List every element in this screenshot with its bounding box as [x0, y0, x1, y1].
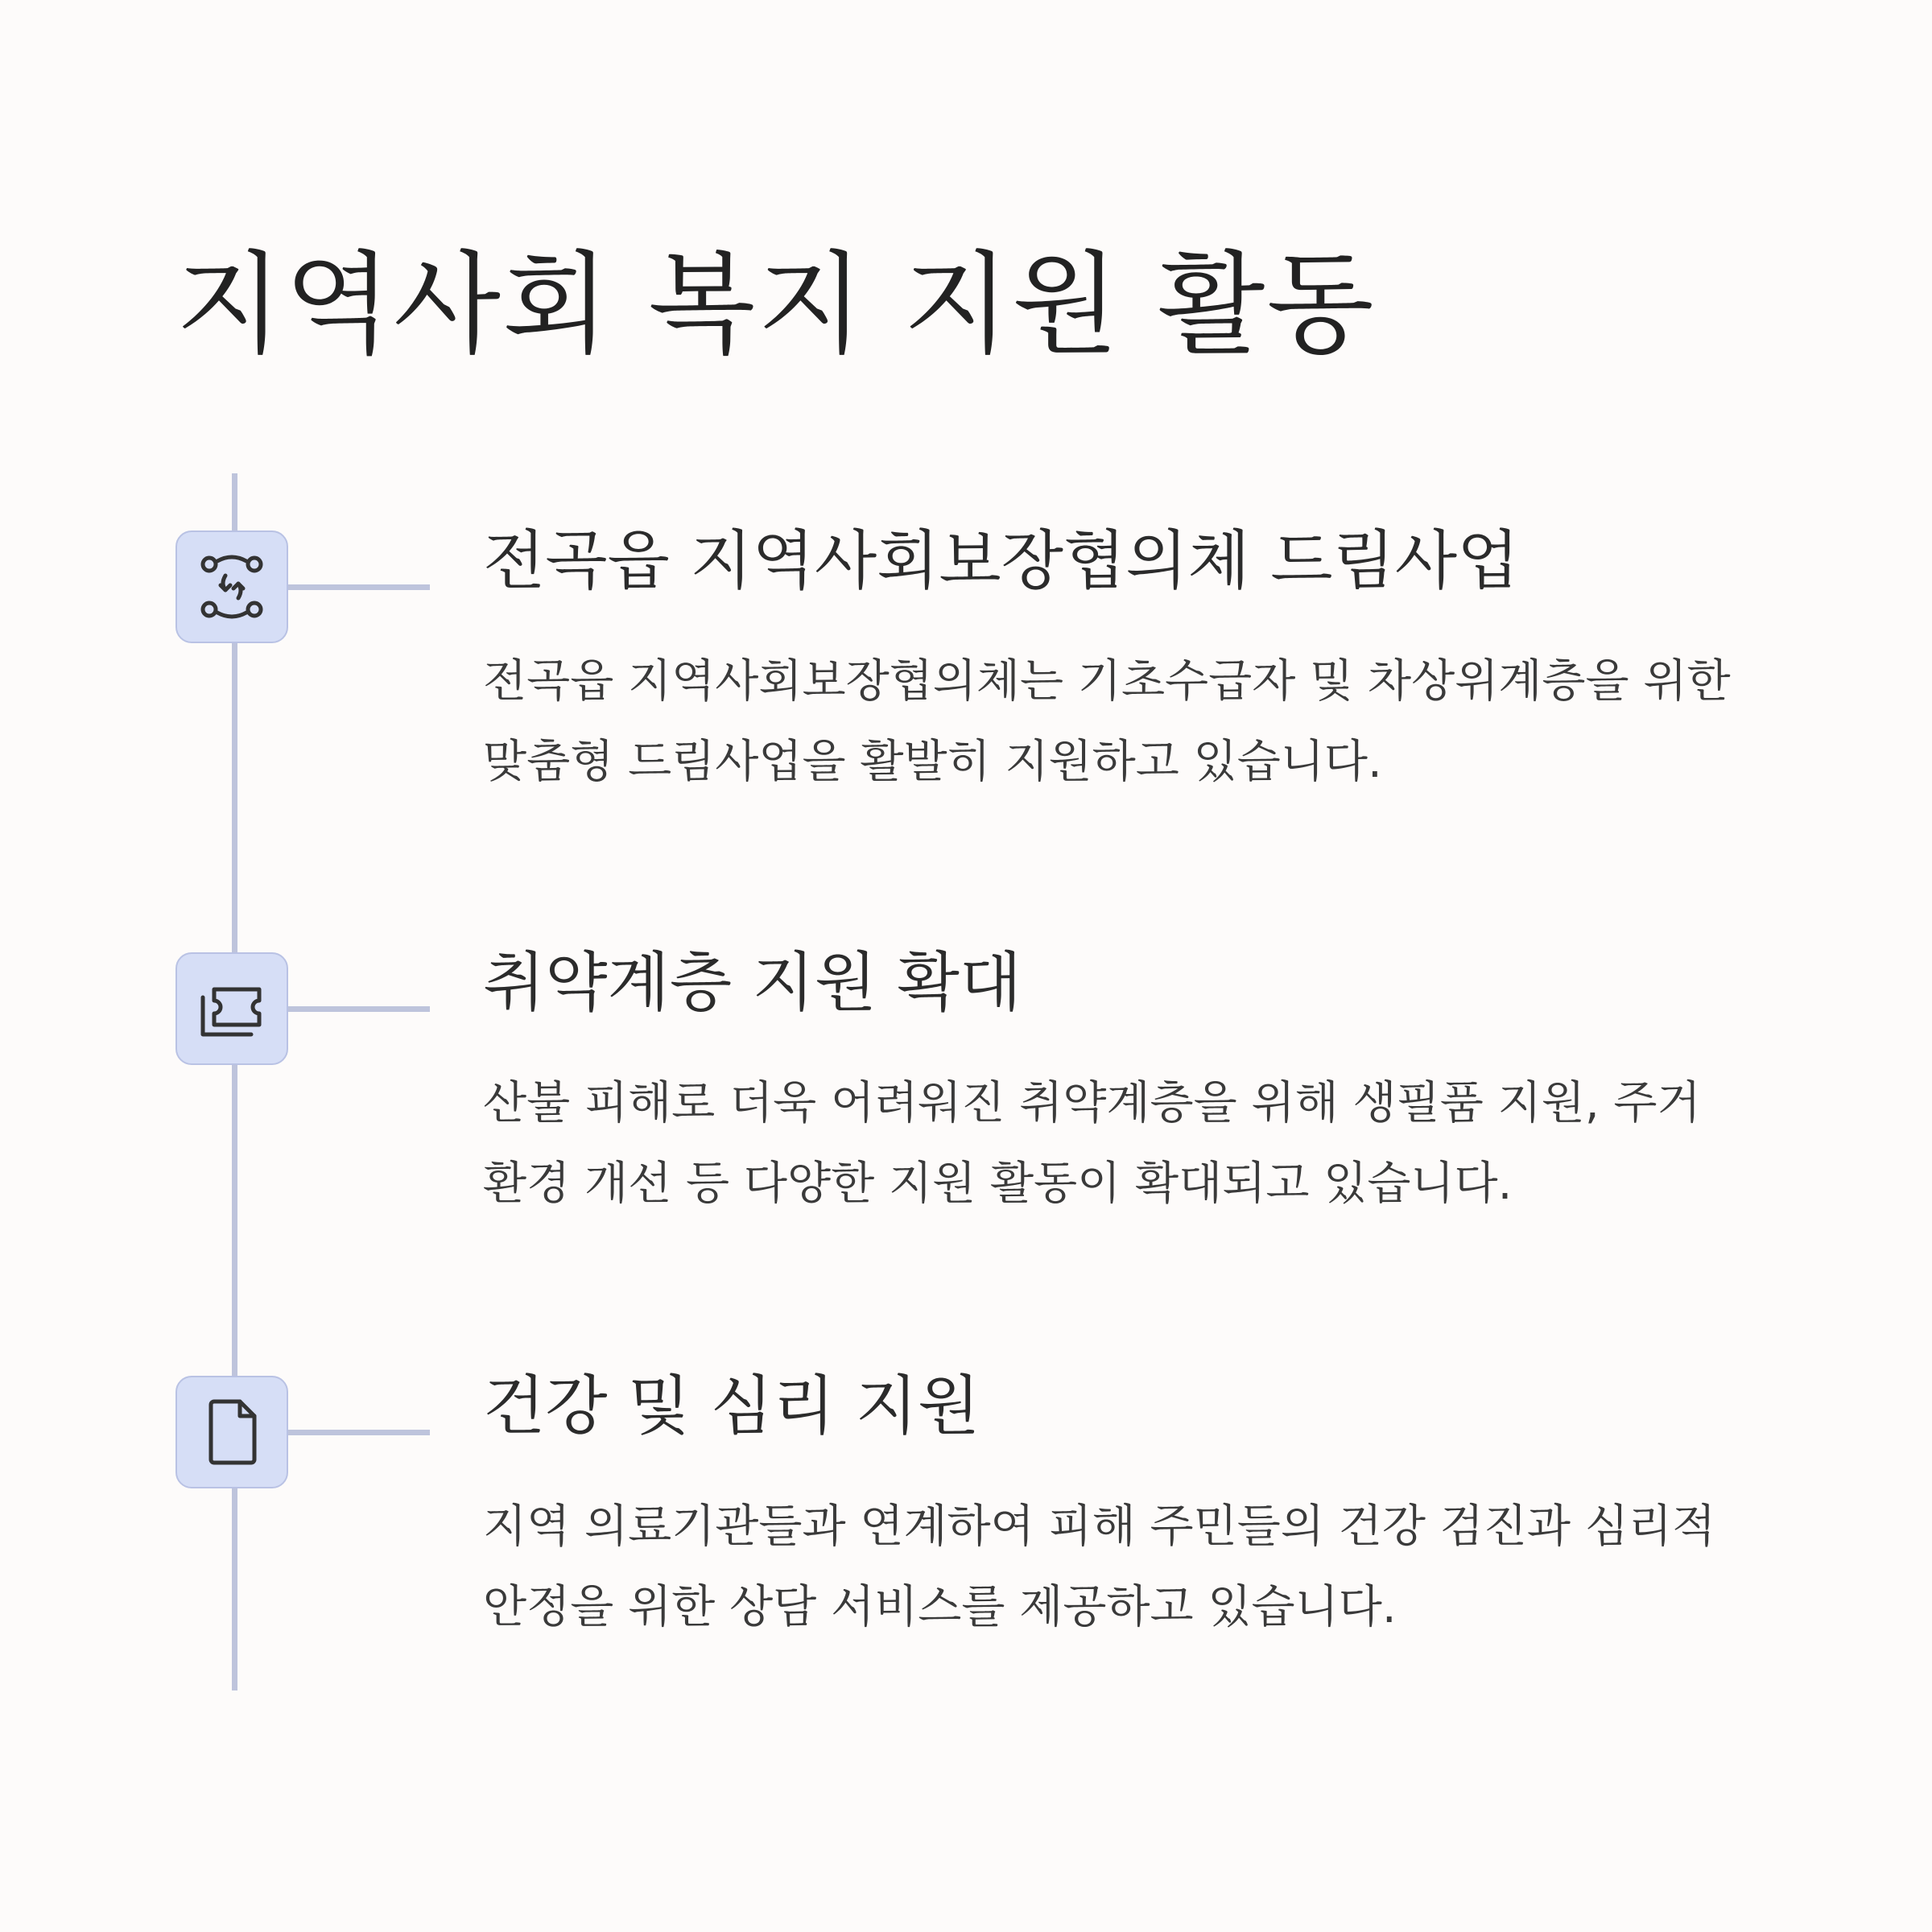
item-description: 전곡읍 지역사회보장협의체는 기초수급자 및 차상위계층을 위한 맞춤형 드림사업을 활발히 지원하고 있습니다.	[483, 655, 1731, 788]
timeline-item	[0, 523, 1932, 869]
timeline-item	[0, 945, 1932, 1290]
connector-line	[288, 1430, 430, 1435]
icon-box	[175, 952, 288, 1065]
item-title: 전곡읍 지역사회보장협의체 드림사업	[483, 523, 1520, 598]
item-description: 산불 피해로 더욱 어려워진 취약계층을 위해 생필품 지원, 주거 환경 개선 등 다양한 지원 활동이 확대되고 있습니다.	[483, 1077, 1701, 1210]
item-description: 지역 의료기관들과 연계하여 피해 주민들의 건강 검진과 심리적 안정을 위한 상담 서비스를 제공하고 있습니다.	[483, 1501, 1716, 1633]
item-title: 건강 및 심리 지원	[483, 1368, 980, 1443]
page-title: 지역사회 복지 지원 활동	[175, 240, 1376, 369]
connector-line	[288, 584, 430, 590]
icon-box	[175, 530, 288, 643]
connector-line	[288, 1006, 430, 1012]
ticket-stack-icon	[193, 970, 270, 1047]
timeline-item	[0, 1368, 1932, 1714]
document-icon	[193, 1393, 270, 1471]
exchange-nodes-icon	[193, 548, 270, 625]
item-title: 취약계층 지원 확대	[483, 945, 1022, 1020]
icon-box	[175, 1376, 288, 1488]
